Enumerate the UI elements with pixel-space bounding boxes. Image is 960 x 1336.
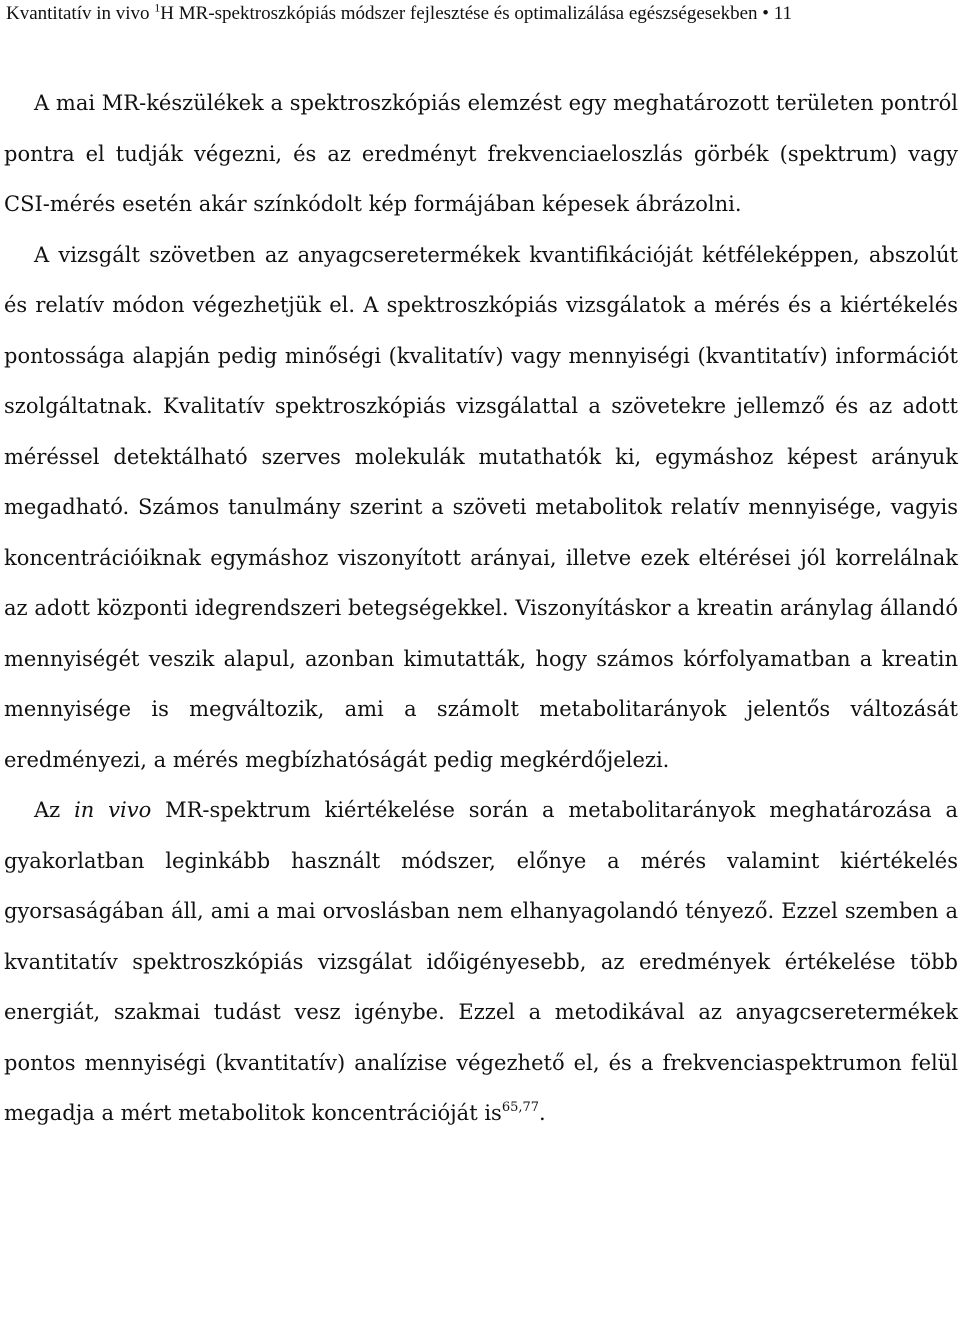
page-body [4,78,958,1139]
paragraph-in-vivo-evaluation [4,785,958,1139]
page-number: 11 [773,3,792,24]
in-vivo-italic: in vivo [74,798,152,822]
paragraph-3-end: . [539,1101,546,1125]
citation-superscript: 65,77 [501,1100,540,1115]
header-title-start: Kvantitatív in vivo [6,3,155,24]
paragraph-3-start: Az [34,798,75,822]
header-separator: • [762,3,769,24]
paragraph-3-rest: MR-spektrum kiértékelése során a metabolitarányok meghatározása a gyakorlatban leginkább használt módszer, előnye a mérés valamint kiértékelés gyorsaságában áll, ami a mai orvoslásban nem elhanyagolandó tényező. Ezzel szemben a kvantitatív spektroszkópiás vizsgálat időigényesebb, az eredmények értékelése több energiát, szakmai tudást vesz igénybe. Ezzel a metodikával az anyagcseretermékek pontos mennyiségi (kvantitatív) analízise végezhető el, és a frekvenciaspektrumon felül megadja a mért metabolitok koncentrációját is [4,798,959,1125]
paragraph-mr-devices: A mai MR-készülékek a spektroszkópiás elemzést egy meghatározott területen pontról pontra el tudják végezni, és az eredményt frekvenciaeloszlás görbék (spektrum) vagy CSI-mérés esetén akár színkódolt kép formájában képesek ábrázolni. [4,91,958,216]
header-title-end: H MR-spektroszkópiás módszer fejlesztése és optimalizálása egészségesekben [160,3,758,24]
paragraph-quantification: A vizsgált szövetben az anyagcseretermékek kvantifikációját kétféleképpen, abszolút és relatív módon végezhetjük el. A spektroszkópiás vizsgálatok a mérés és a kiértékelés pontossága alapján pedig minőségi (kvalitatív) vagy mennyiségi (kvantitatív) információt szolgáltatnak. Kvalitatív spektroszkópiás vizsgálattal a szövetekre jellemző és az adott méréssel detektálható szerves molekulák mutathatók ki, egymáshoz képest arányuk megadható. Számos tanulmány szerint a szöveti metabolitok relatív mennyisége, vagyis koncentrációiknak egymáshoz viszonyított arányai, illetve ezek eltérései jól korrelálnak az adott központi idegrendszeri betegségekkel. Viszonyításkor a kreatin aránylag állandó mennyiségét veszik alapul, azonban kimutatták, hogy számos kórfolyamatban a kreatin mennyisége is megváltozik, ami a számolt metabolitarányok jelentős változását eredményezi, a mérés megbízhatóságát pedig megkérdőjelezi. [4,242,958,772]
running-header [6,2,954,26]
header-title-superscript: 1 [154,0,161,15]
